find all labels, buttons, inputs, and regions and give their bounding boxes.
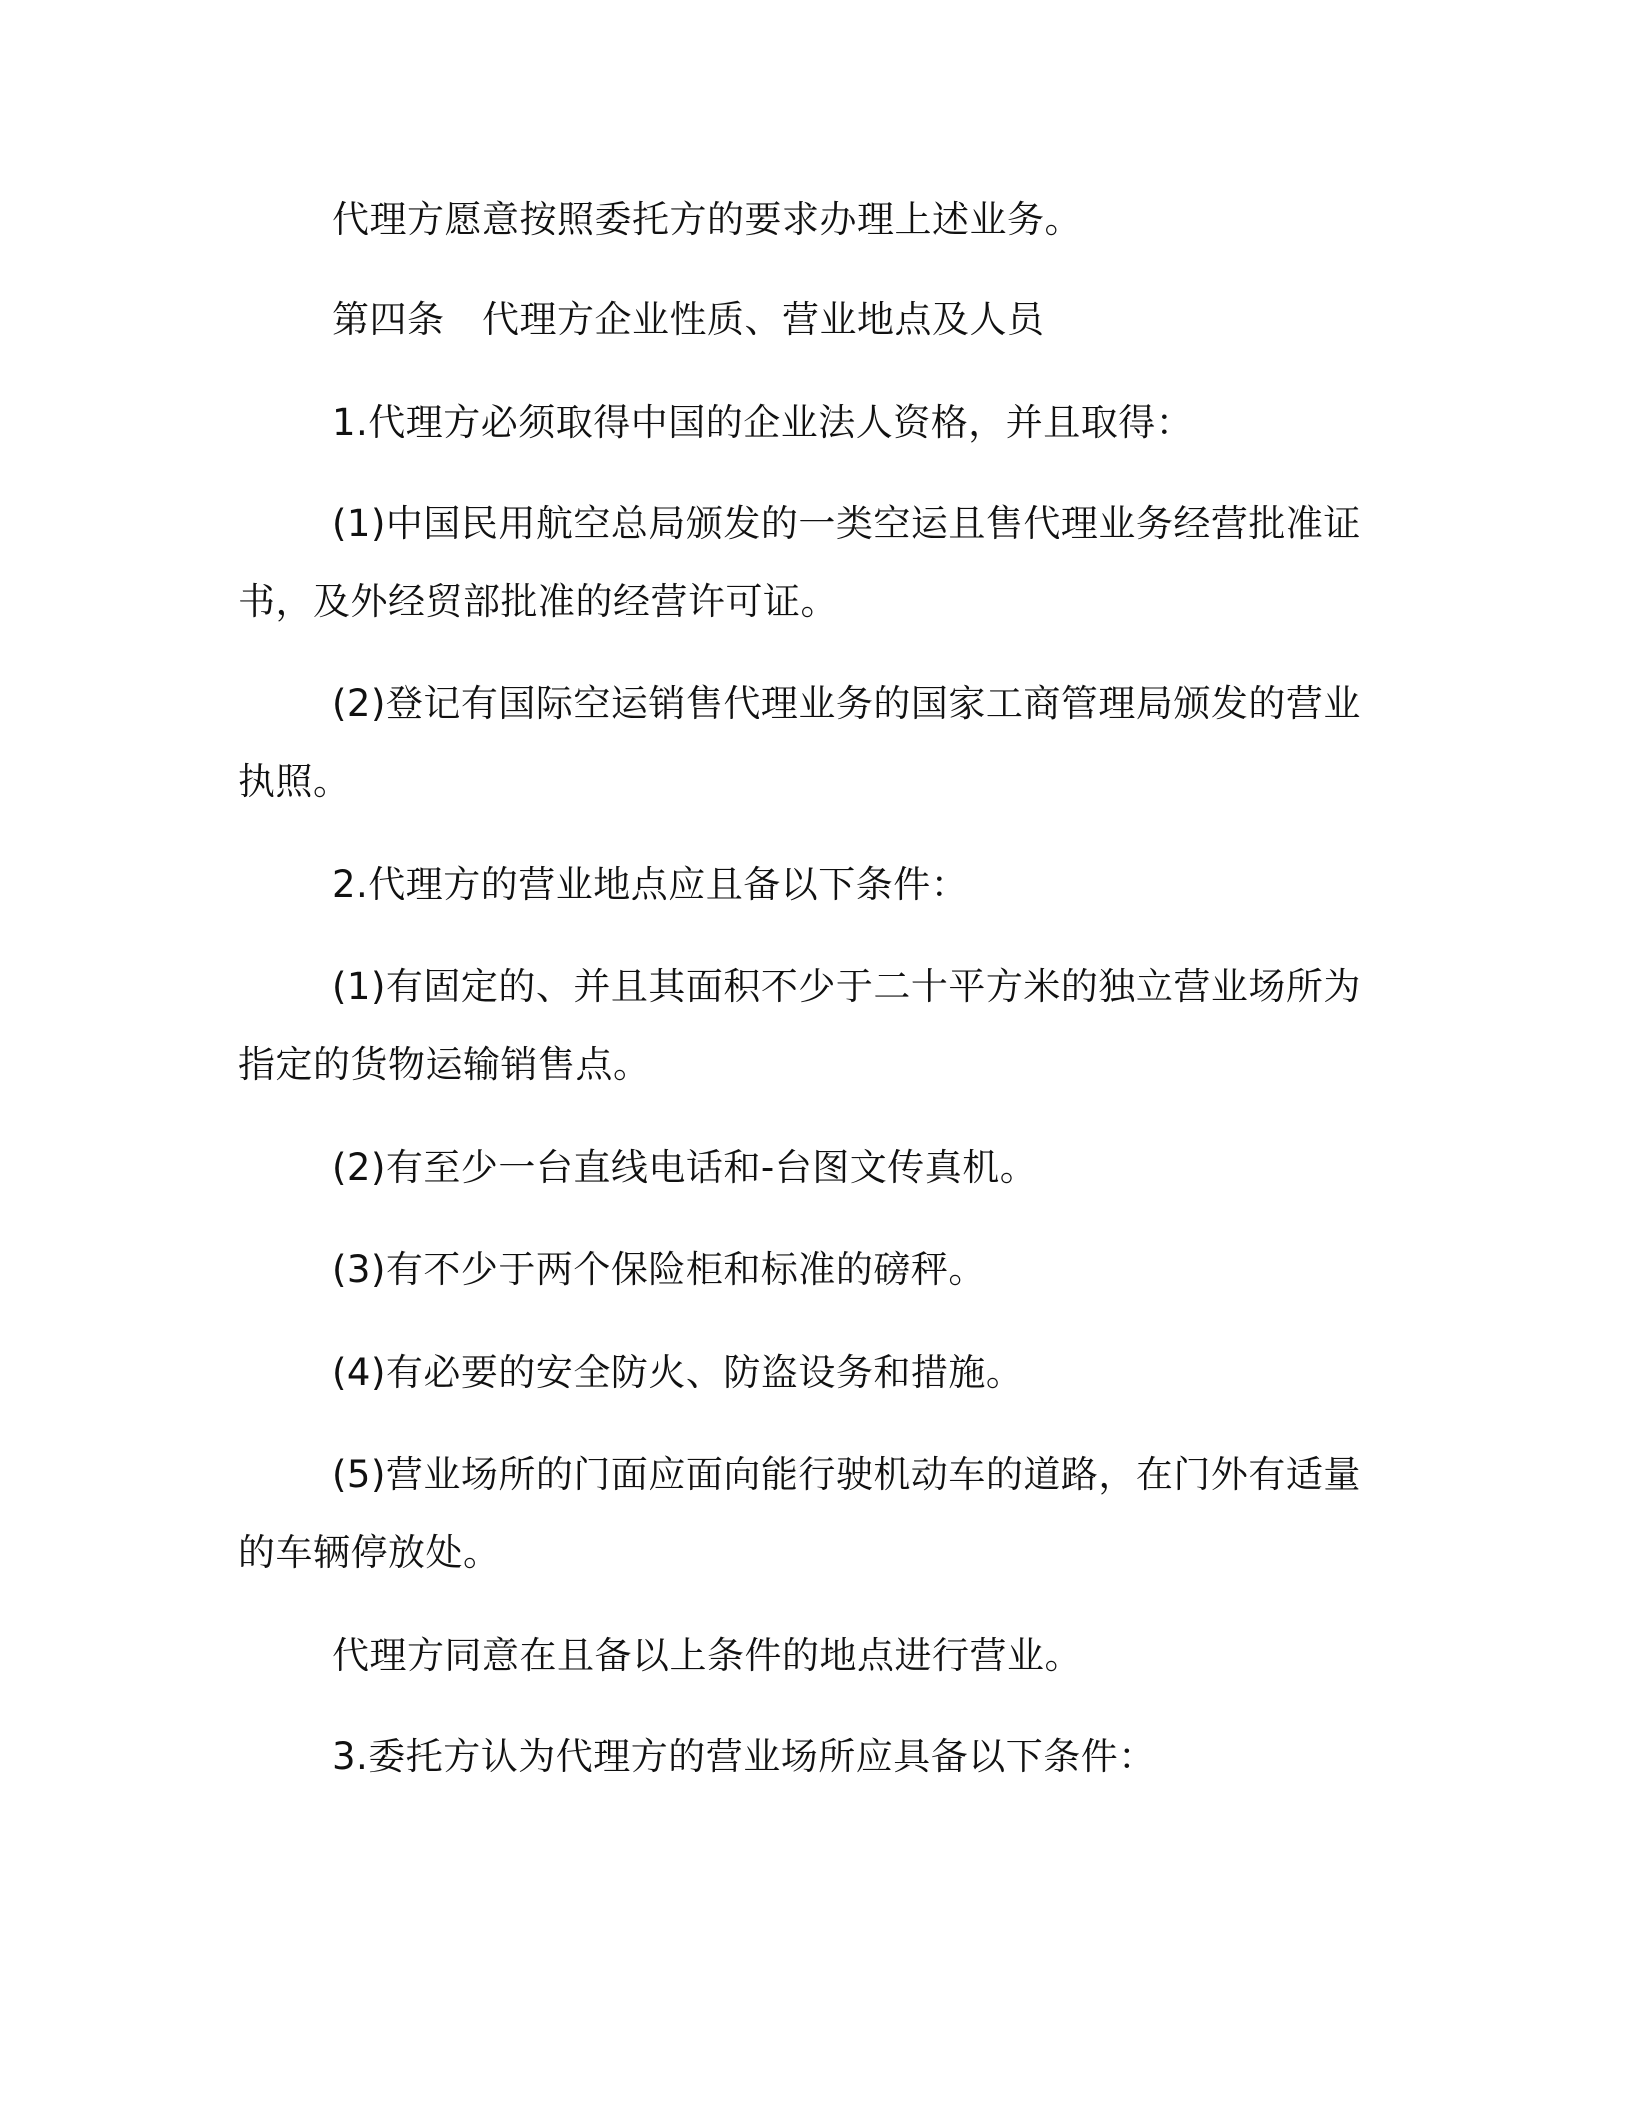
paragraph-line: (1)中国民用航空总局颁发的一类空运且售代理业务经营批准证: [332, 502, 1361, 545]
paragraph-line: 3.委托方认为代理方的营业场所应具备以下条件：: [332, 1735, 1156, 1778]
paragraph-line: 书，及外经贸部批准的经营许可证。: [238, 580, 838, 623]
paragraph-line: 执照。: [238, 760, 351, 803]
paragraph-line: 2.代理方的营业地点应且备以下条件：: [332, 863, 969, 906]
article-heading: 第四条 代理方企业性质、营业地点及人员: [332, 298, 1045, 341]
paragraph-line: 指定的货物运输销售点。: [238, 1043, 651, 1086]
paragraph-line: (5)营业场所的门面应面向能行驶机动车的道路，在门外有适量: [332, 1453, 1361, 1496]
paragraph-line: (2)有至少一台直线电话和-台图文传真机。: [332, 1146, 1038, 1189]
paragraph-line: (3)有不少于两个保险柜和标准的磅秤。: [332, 1248, 986, 1291]
paragraph-line: 代理方同意在且备以上条件的地点进行营业。: [332, 1634, 1082, 1677]
paragraph-line: 1.代理方必须取得中国的企业法人资格，并且取得：: [332, 401, 1194, 444]
paragraph-line: 的车辆停放处。: [238, 1531, 501, 1574]
paragraph-line: (1)有固定的、并且其面积不少于二十平方米的独立营业场所为: [332, 965, 1361, 1008]
paragraph-line: (2)登记有国际空运销售代理业务的国家工商管理局颁发的营业: [332, 682, 1361, 725]
paragraph-line: 代理方愿意按照委托方的要求办理上述业务。: [332, 198, 1082, 241]
paragraph-line: (4)有必要的安全防火、防盗设务和措施。: [332, 1351, 1024, 1394]
